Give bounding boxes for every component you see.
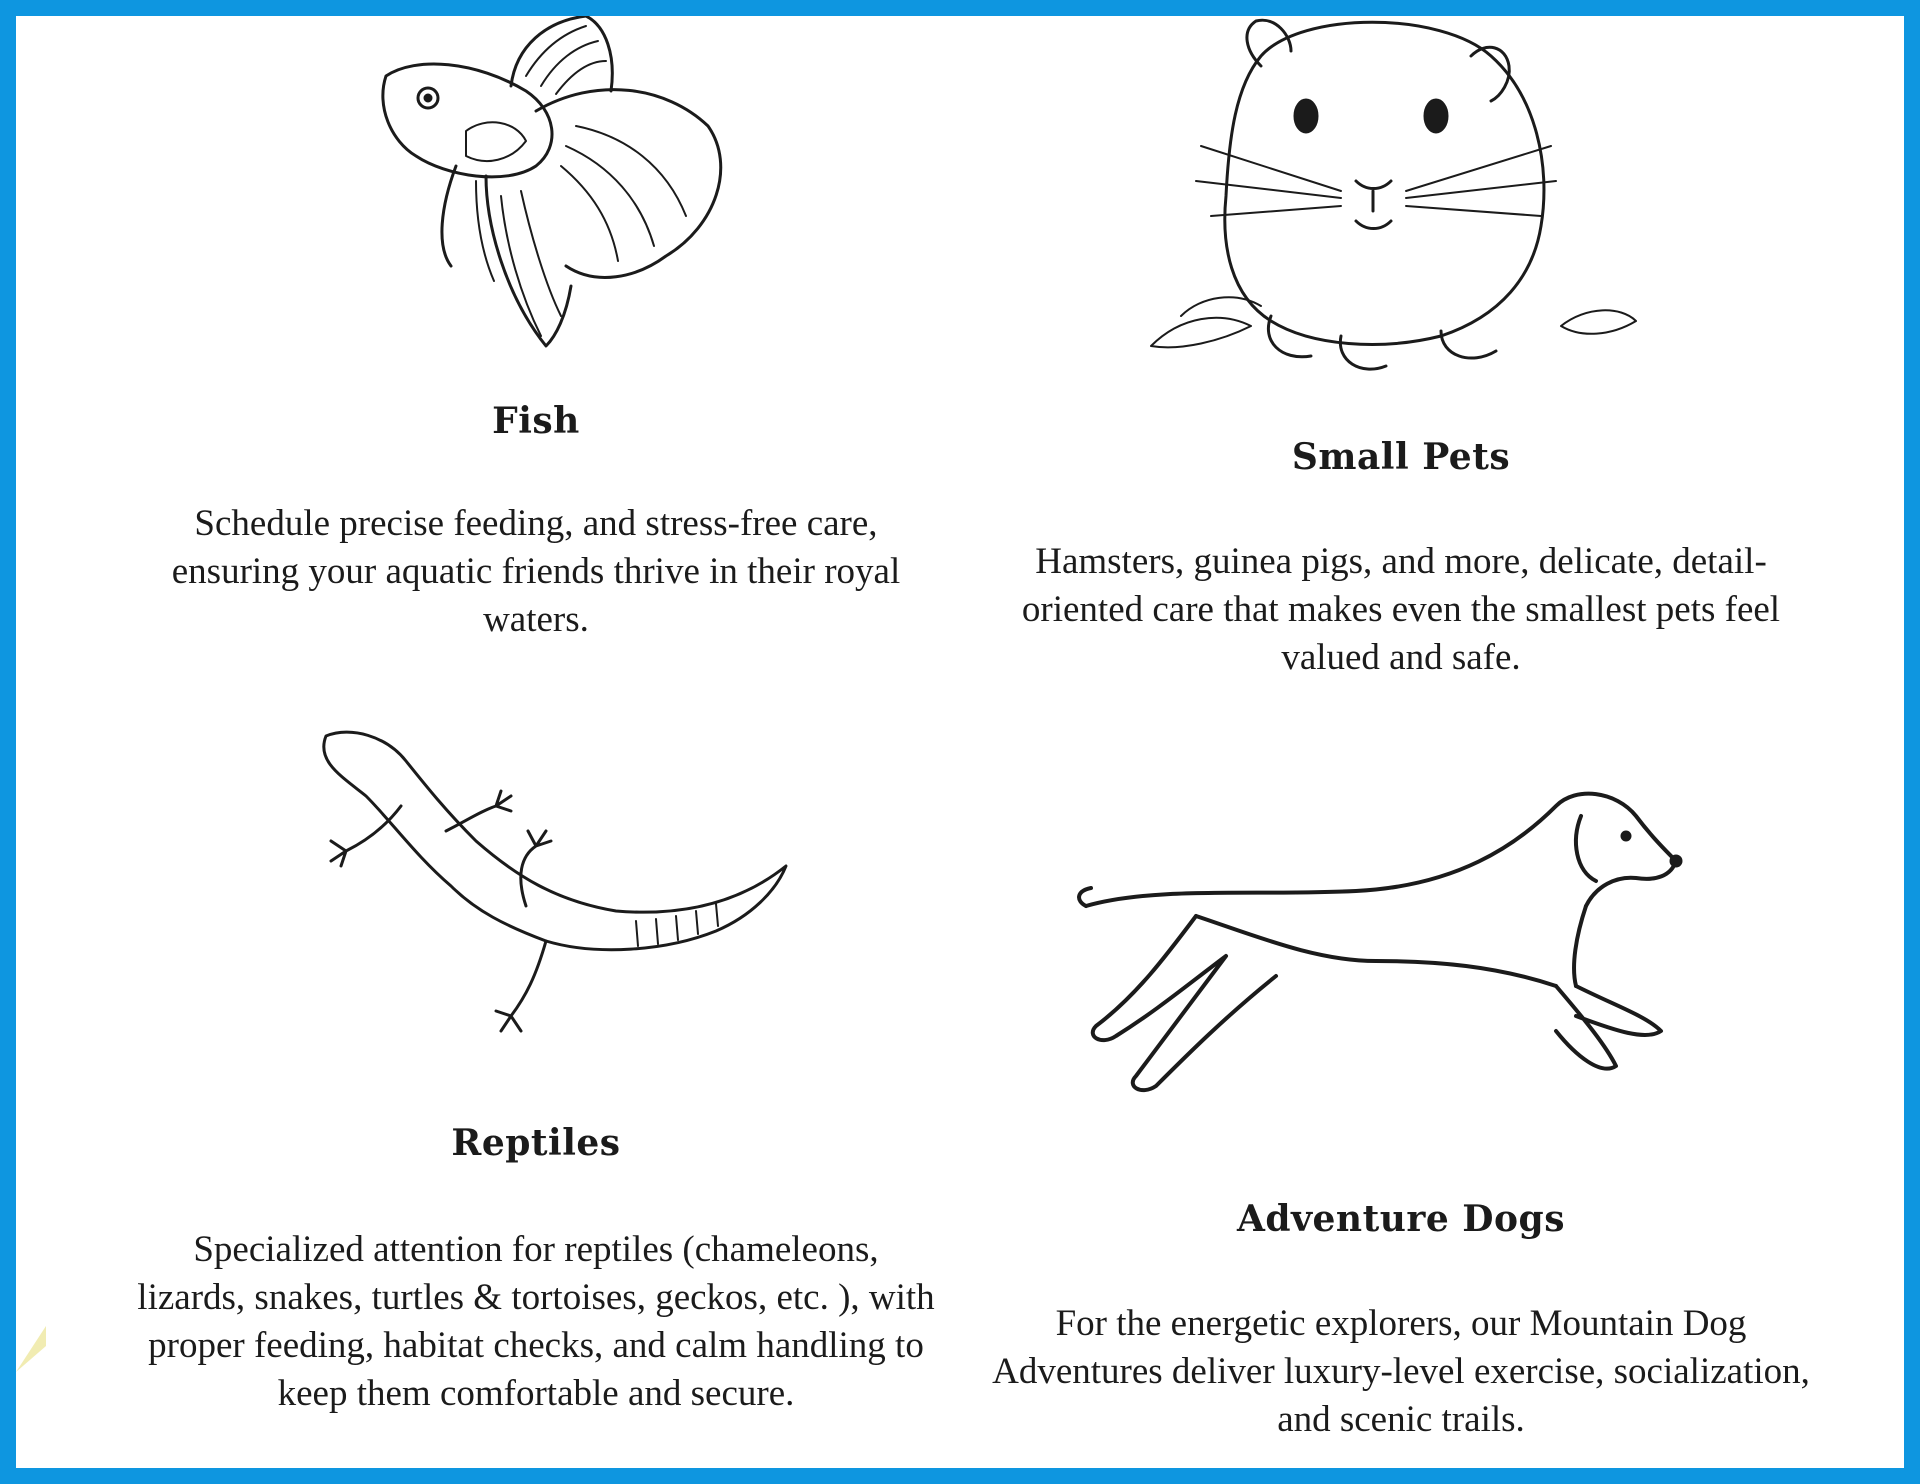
card-title: Adventure Dogs	[1237, 1198, 1565, 1240]
gecko-icon	[296, 726, 816, 1076]
decorative-accent-shape	[16, 1316, 46, 1372]
card-title: Small Pets	[1291, 436, 1511, 478]
betta-fish-icon	[336, 16, 756, 356]
card-title: Fish	[492, 400, 580, 442]
service-card-adventure-dogs	[981, 786, 1821, 1468]
service-card-fish	[146, 16, 926, 656]
services-page	[16, 16, 1904, 1468]
card-description: Specialized attention for reptiles (chameleons, lizards, snakes, turtles & tortoises, geckos, etc. ), with proper feeding, habitat checks, and calm handling to keep them comfortable and secure.	[137, 1229, 935, 1414]
card-description: Hamsters, guinea pigs, and more, delicate, detail-oriented care that makes even the smallest pets feel valued and safe.	[1021, 541, 1781, 678]
running-dog-icon	[1076, 786, 1696, 1166]
card-description: For the energetic explorers, our Mountain Dog Adventures deliver luxury-level exercise, socialization, and scenic trails.	[992, 1303, 1810, 1440]
service-card-reptiles	[136, 726, 936, 1468]
guinea-pig-icon	[1141, 16, 1641, 376]
card-title: Reptiles	[451, 1122, 621, 1164]
service-card-small-pets	[991, 16, 1811, 716]
card-description: Schedule precise feeding, and stress-free care, ensuring your aquatic friends thrive in their royal waters.	[171, 503, 901, 640]
